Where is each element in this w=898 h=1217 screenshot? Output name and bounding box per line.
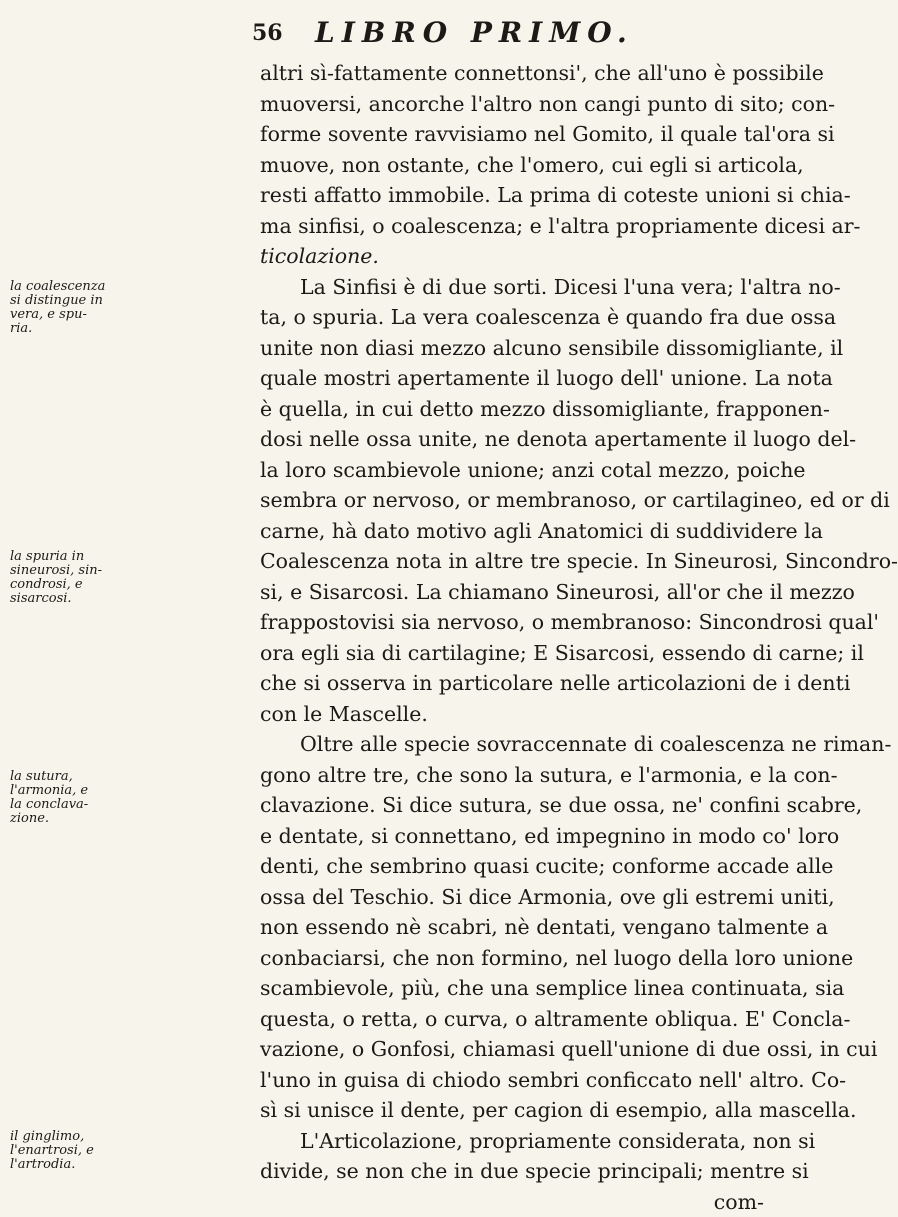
marginal-note-line: il ginglimo, <box>10 1130 106 1144</box>
body-line: con le Mascelle. <box>260 699 770 730</box>
marginal-note-line: la sutura, <box>10 770 106 784</box>
marginal-note <box>10 1130 106 1172</box>
body-line: Coalescenza nota in altre tre specie. In Sineurosi, Sincondro- <box>260 546 770 577</box>
body-line: clavazione. Si dice sutura, se due ossa, ne' confini scabre, <box>260 790 770 821</box>
body-line: la loro scambievole unione; anzi cotal mezzo, poiche <box>260 455 770 486</box>
body-line: altri sì-fattamente connettonsi', che all'uno è possibile <box>260 58 770 89</box>
body-text <box>260 58 770 1217</box>
body-line: frappostovisi sia nervoso, o membranoso: Sincondrosi qual' <box>260 607 770 638</box>
body-line: denti, che sembrino quasi cucite; conforme accade alle <box>260 851 770 882</box>
body-line: muoversi, ancorche l'altro non cangi punto di sito; con- <box>260 89 770 120</box>
body-line: Oltre alle specie sovraccennate di coalescenza ne riman- <box>260 729 770 760</box>
body-line: ta, o spuria. La vera coalescenza è quando fra due ossa <box>260 302 770 333</box>
body-line: resti affatto immobile. La prima di coteste unioni si chia- <box>260 180 770 211</box>
body-line: l'uno in guisa di chiodo sembri conficcato nell' altro. Co- <box>260 1065 770 1096</box>
body-line: è quella, in cui detto mezzo dissomigliante, frapponen- <box>260 394 770 425</box>
body-line: ora egli sia di cartilagine; E Sisarcosi, essendo di carne; il <box>260 638 770 669</box>
marginal-note-line: la spuria in <box>10 550 106 564</box>
running-title: LIBRO PRIMO. <box>315 16 634 49</box>
body-line: ticolazione. <box>260 241 770 272</box>
marginal-note-line: sisarcosi. <box>10 592 106 606</box>
body-line: e dentate, si connettano, ed impegnino in modo co' loro <box>260 821 770 852</box>
body-line: divide, se non che in due specie principali; mentre si <box>260 1156 770 1187</box>
page-number: 56 <box>252 20 283 46</box>
body-line: quale mostri apertamente il luogo dell' unione. La nota <box>260 363 770 394</box>
marginal-note-line: condrosi, e <box>10 578 106 592</box>
body-line: non essendo nè scabri, nè dentati, vengano talmente a <box>260 912 770 943</box>
marginal-note-line: la conclava- <box>10 798 106 812</box>
body-line: che si osserva in particolare nelle articolazioni de i denti <box>260 668 770 699</box>
body-line: L'Articolazione, propriamente considerata, non si <box>260 1126 770 1157</box>
marginal-note <box>10 550 106 606</box>
body-line: La Sinfisi è di due sorti. Dicesi l'una vera; l'altra no- <box>260 272 770 303</box>
body-line: questa, o retta, o curva, o altramente obliqua. E' Concla- <box>260 1004 770 1035</box>
marginal-note-line: l'enartrosi, e <box>10 1144 106 1158</box>
body-line: forme sovente ravvisiamo nel Gomito, il quale tal'ora si <box>260 119 770 150</box>
marginal-note-line: sineurosi, sin- <box>10 564 106 578</box>
marginal-note-line: vera, e spu- <box>10 308 106 322</box>
marginal-note-line: la coalescenza <box>10 280 106 294</box>
marginal-note-line: ria. <box>10 322 106 336</box>
page-header <box>0 12 800 56</box>
body-line: scambievole, più, che una semplice linea continuata, sia <box>260 973 770 1004</box>
marginal-note <box>10 280 106 336</box>
body-line: sì si unisce il dente, per cagion di esempio, alla mascella. <box>260 1095 770 1126</box>
marginal-note-line: zione. <box>10 812 106 826</box>
body-line: dosi nelle ossa unite, ne denota apertamente il luogo del- <box>260 424 770 455</box>
body-line: ma sinfisi, o coalescenza; e l'altra propriamente dicesi ar- <box>260 211 770 242</box>
body-line: unite non diasi mezzo alcuno sensibile dissomigliante, il <box>260 333 770 364</box>
marginal-note-line: l'armonia, e <box>10 784 106 798</box>
marginal-note-line: si distingue in <box>10 294 106 308</box>
body-line: gono altre tre, che sono la sutura, e l'armonia, e la con- <box>260 760 770 791</box>
body-line: muove, non ostante, che l'omero, cui egli si articola, <box>260 150 770 181</box>
catchword: com- <box>714 1187 764 1217</box>
body-line: vazione, o Gonfosi, chiamasi quell'unione di due ossi, in cui <box>260 1034 770 1065</box>
marginal-note <box>10 770 106 826</box>
body-line: ossa del Teschio. Si dice Armonia, ove gli estremi uniti, <box>260 882 770 913</box>
marginal-note-line: l'artrodia. <box>10 1158 106 1172</box>
body-line: carne, hà dato motivo agli Anatomici di suddividere la <box>260 516 770 547</box>
body-line: conbaciarsi, che non formino, nel luogo della loro unione <box>260 943 770 974</box>
catchword-line <box>260 1187 770 1217</box>
body-line: sembra or nervoso, or membranoso, or cartilagineo, ed or di <box>260 485 770 516</box>
body-line: si, e Sisarcosi. La chiamano Sineurosi, all'or che il mezzo <box>260 577 770 608</box>
